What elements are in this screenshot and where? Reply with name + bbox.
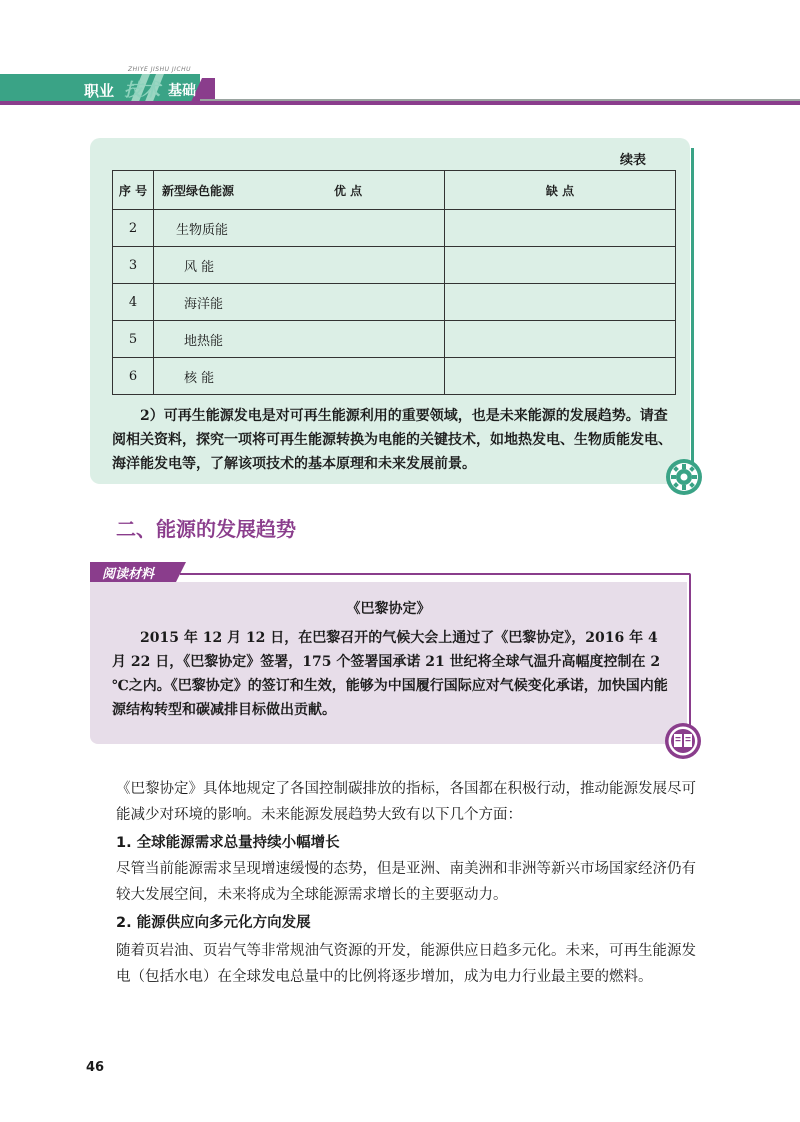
subheading-1: 1. 全球能源需求总量持续小幅增长 (116, 835, 340, 851)
header-title-part1: 职业 (84, 82, 115, 100)
subheading-2: 2. 能源供应向多元化方向发展 (116, 915, 311, 931)
row-no: 6 (113, 358, 154, 395)
table-row (113, 358, 676, 395)
reading-side-rule (689, 573, 691, 743)
row-name-cell (154, 284, 445, 321)
row-name-cell (154, 247, 445, 284)
reading-body: 2015 年 12 月 12 日，在巴黎召开的气候大会上通过了《巴黎协定》，2016 年 4 月 22 日，《巴黎协定》签署，175 个签署国承诺 21 世纪将全球气温升高幅度控制在 2 ℃之内。《巴黎协定》的签订和生效，能够为中国履行国际应对气候变化承诺，加快国内能源结构转型和碳减排目标做出贡献。 (112, 630, 668, 718)
row-name: 风 能 (184, 259, 215, 275)
body-paragraph-2: 尽管当前能源需求呈现增速缓慢的态势，但是亚洲、南美洲和非洲等新兴市场国家经济仍有较大发展空间，未来将成为全球能源需求增长的主要驱动力。 (116, 861, 696, 903)
row-no: 5 (113, 321, 154, 358)
body-paragraph-1: 《巴黎协定》具体地规定了各国控制碳排放的指标，各国都在积极行动，推动能源发展尽可能减少对环境的影响。未来能源发展趋势大致有以下几个方面： (116, 781, 696, 823)
header-disadvantage: 缺 点 (445, 171, 676, 210)
row-name: 地热能 (184, 333, 224, 349)
row-no: 4 (113, 284, 154, 321)
row-name-cell (154, 321, 445, 358)
reading-top-rule (180, 573, 690, 575)
row-name: 核 能 (184, 370, 215, 386)
reading-title: 《巴黎协定》 (346, 601, 431, 617)
energy-table (112, 170, 676, 395)
activity-side-rule (691, 148, 694, 468)
header-type: 新型绿色能源 (162, 184, 235, 198)
header-title-part2: 技术 (124, 80, 160, 101)
row-name: 生物质能 (176, 222, 229, 238)
table-row (113, 210, 676, 247)
table-row (113, 321, 676, 358)
row-disadvantage (445, 321, 676, 358)
table-row (113, 247, 676, 284)
header-purple-rule (0, 101, 800, 105)
row-disadvantage (445, 358, 676, 395)
section-title: 二、能源的发展趋势 (116, 517, 296, 541)
activity-task-text: 2）可再生能源发电是对可再生能源利用的重要领域，也是未来能源的发展趋势。请查阅相关资料，探究一项将可再生能源转换为电能的关键技术，如地热发电、生物质能发电、海洋能发电等，了解该项技术的基本原理和未来发展前景。 (112, 408, 672, 472)
page-number: 46 (86, 1060, 105, 1075)
reading-tab-label: 阅读材料 (102, 567, 155, 582)
row-disadvantage (445, 247, 676, 284)
row-name: 海洋能 (184, 296, 224, 312)
book-icon (664, 722, 702, 760)
header-pinyin: ZHIYE JISHU JICHU (128, 66, 192, 73)
continued-label: 续表 (620, 153, 647, 168)
row-disadvantage (445, 210, 676, 247)
row-no: 3 (113, 247, 154, 284)
row-disadvantage (445, 284, 676, 321)
header-type-advantage (154, 171, 445, 210)
gear-icon (665, 458, 703, 496)
row-name-cell (154, 358, 445, 395)
header-title-part3: 基础 (168, 83, 196, 99)
page-header (0, 0, 800, 110)
row-no: 2 (113, 210, 154, 247)
body-paragraph-3: 随着页岩油、页岩气等非常规油气资源的开发，能源供应日趋多元化。未来，可再生能源发电（包括水电）在全球发电总量中的比例将逐步增加，成为电力行业最主要的燃料。 (116, 943, 696, 985)
row-name-cell (154, 210, 445, 247)
table-header-row (113, 171, 676, 210)
header-no: 序 号 (113, 171, 154, 210)
table-row (113, 284, 676, 321)
header-advantage: 优 点 (334, 184, 363, 198)
